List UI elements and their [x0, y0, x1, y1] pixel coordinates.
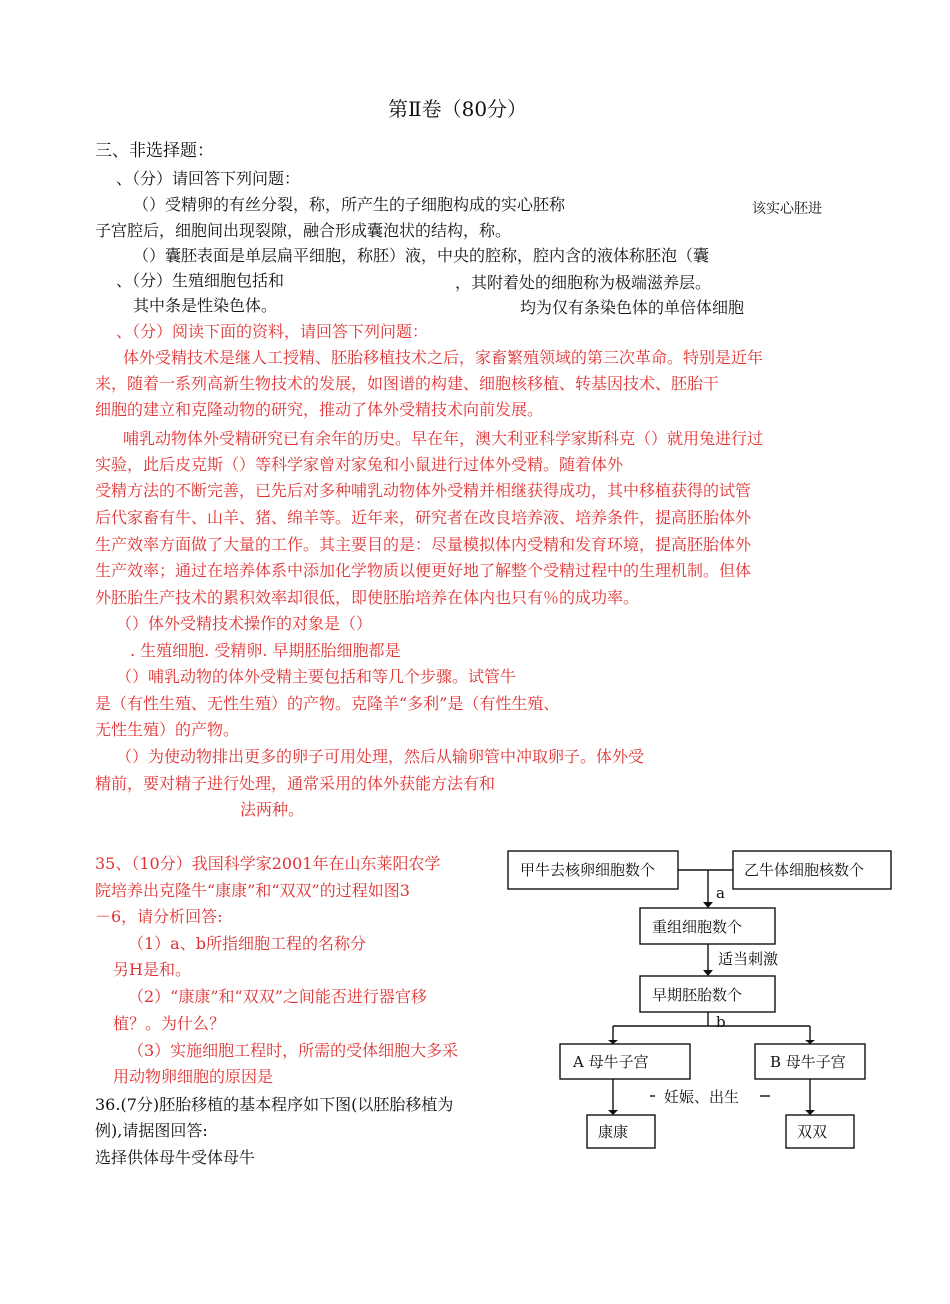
box-donor-nucleus-label: 乙牛体细胞核数个	[744, 861, 865, 879]
arrow-label-b: b	[716, 1013, 726, 1031]
red-line: 外胚胎生产技术的累积效率却很低，即使胚胎培养在体内也只有％的成功率。	[95, 588, 640, 607]
q36-line: 例),请据图回答:	[95, 1121, 208, 1140]
red-line: （）体外受精技术操作的对象是（）	[116, 614, 373, 633]
q-line: （）受精卵的有丝分裂，称，所产生的子细胞构成的实心胚称	[133, 195, 566, 214]
red-line: 实验，此后皮克斯（）等科学家曾对家兔和小鼠进行过体外受精。随着体外	[95, 455, 624, 474]
arrow-label-birth: 妊娠、出生	[664, 1088, 740, 1106]
q36-line: 选择供体母牛受体母牛	[95, 1148, 256, 1167]
q35-line: （2）“康康”和“双双”之间能否进行器官移	[128, 987, 427, 1006]
red-line: 法两种。	[240, 800, 305, 819]
red-line: 生产效率方面做了大量的工作。其主要目的是：尽量模拟体内受精和发育环境，提高胚胎体外	[95, 535, 752, 554]
box-uterus-b-label: B 母牛子宫	[770, 1053, 846, 1071]
red-line: 细胞的建立和克隆动物的研究，推动了体外受精技术向前发展。	[95, 400, 544, 419]
q35-line: 35、（10分）我国科学家2001年在山东莱阳农学	[95, 854, 441, 873]
red-line: 是（有性生殖、无性生殖）的产物。克隆羊“多利”是（有性生殖、	[95, 694, 560, 713]
q35-line: －6，请分析回答:	[95, 907, 223, 926]
arrow-label-a: a	[716, 884, 725, 902]
red-line: 体外受精技术是继人工授精、胚胎移植技术之后，家畜繁殖领域的第三次革命。特别是近年	[123, 348, 764, 367]
red-line: （）为使动物排出更多的卵子可用处理，然后从输卵管中冲取卵子。体外受	[116, 747, 645, 766]
box-shuangshuang-label: 双双	[797, 1123, 828, 1141]
arrowhead	[608, 1110, 618, 1115]
q-line: 、（分）请回答下列问题：	[116, 169, 301, 188]
q-line-fragment: 该实心胚进	[752, 201, 822, 217]
q-line: （）囊胚表面是单层扁平细胞，称胚）液，中央的腔称，腔内含的液体称胚泡（囊	[133, 246, 710, 265]
page-title: 第Ⅱ卷（80分）	[388, 97, 528, 121]
arrowhead	[703, 970, 713, 976]
q-line: 、（分）生殖细胞包括和	[116, 271, 285, 290]
box-embryo-label: 早期胚胎数个	[652, 986, 743, 1004]
q35-line: 植？。为什么？	[113, 1014, 226, 1033]
box-recombined-label: 重组细胞数个	[652, 918, 743, 936]
red-line: 、（分）阅读下面的资料，请回答下列问题：	[116, 322, 429, 341]
arrowhead	[703, 902, 713, 908]
section-heading: 三、非选择题：	[95, 141, 214, 161]
box-kangkang-label: 康康	[598, 1123, 629, 1141]
q35-line: 用动物卵细胞的原因是	[113, 1067, 274, 1086]
q-line-fragment: ，其附着处的细胞称为极端滋养层。	[455, 273, 712, 292]
arrow-label-stim: 适当刺激	[718, 950, 779, 968]
q35-line: 另H是和。	[113, 960, 191, 979]
q-line: 子宫腔后，细胞间出现裂隙，融合形成囊泡状的结构，称。	[95, 221, 512, 240]
red-line: 后代家畜有牛、山羊、猪、绵羊等。近年来，研究者在改良培养液、培养条件，提高胚胎体外	[95, 508, 752, 527]
red-line: 生产效率；通过在培养体系中添加化学物质以便更好地了解整个受精过程中的生理机制。但体	[95, 561, 752, 580]
box-uterus-a-label: A 母牛子宫	[573, 1053, 649, 1071]
box-donor-egg-label: 甲牛去核卵细胞数个	[520, 861, 656, 879]
red-line: . 生殖细胞. 受精卵. 早期胚胎细胞都是	[130, 641, 401, 660]
q-line-fragment: 均为仅有条染色体的单倍体细胞	[520, 298, 745, 317]
red-line: （）哺乳动物的体外受精主要包括和等几个步骤。试管牛	[116, 667, 517, 686]
q36-line: 36.(7分)胚胎移植的基本程序如下图(以胚胎移植为	[95, 1095, 454, 1114]
q35-line: 院培养出克隆牛“康康”和“双双”的过程如图3	[95, 881, 410, 900]
q-line: 其中条是性染色体。	[133, 296, 278, 315]
red-line: 来，随着一系列高新生物技术的发展，如图谱的构建、细胞核移植、转基因技术、胚胎干	[95, 374, 720, 393]
red-line: 受精方法的不断完善，已先后对多种哺乳动物体外受精并相继获得成功，其中移植获得的试管	[95, 481, 752, 500]
red-line: 哺乳动物体外受精研究已有余年的历史。早在年，澳大利亚科学家斯科克（）就用兔进行过	[123, 429, 764, 448]
arrowhead	[805, 1110, 815, 1115]
q35-line: （1）a、b所指细胞工程的名称分	[128, 934, 366, 953]
red-line: 无性生殖）的产物。	[95, 720, 240, 739]
red-line: 精前，要对精子进行处理，通常采用的体外获能方法有和	[95, 774, 496, 793]
q35-line: （3）实施细胞工程时，所需的受体细胞大多采	[128, 1041, 459, 1060]
